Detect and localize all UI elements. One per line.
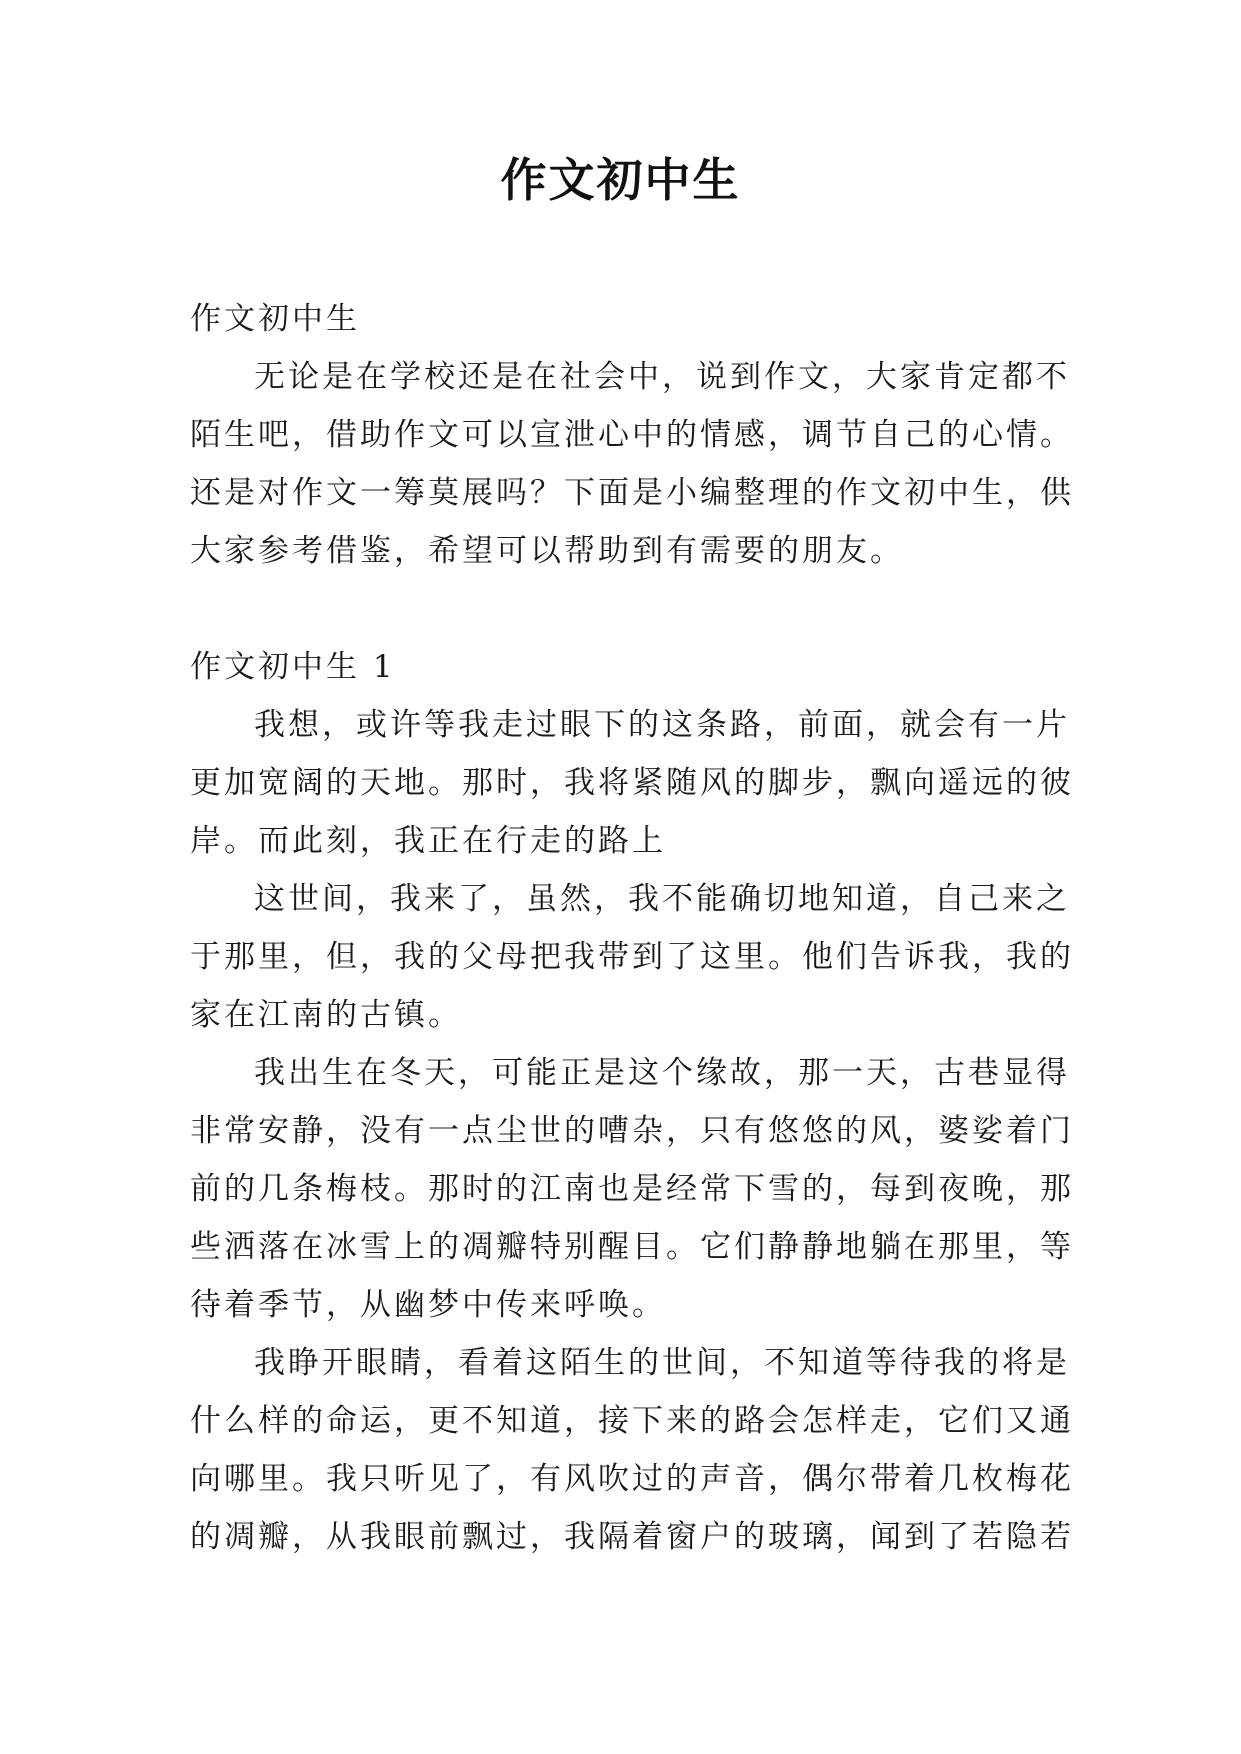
text-line: 陌生吧，借助作文可以宣泄心中的情感，调节自己的心情。: [190, 417, 1074, 453]
paragraph-2: [190, 870, 1074, 1044]
text-line: 什么样的命运，更不知道，接下来的路会怎样走，它们又通: [190, 1403, 1074, 1439]
text-line: 还是对作文一筹莫展吗？下面是小编整理的作文初中生，供: [190, 475, 1074, 511]
text-line: 向哪里。我只听见了，有风吹过的声音，偶尔带着几枚梅花: [190, 1461, 1074, 1497]
paragraph-1: [190, 696, 1074, 870]
text-line: 的凋瓣，从我眼前飘过，我隔着窗户的玻璃，闻到了若隐若: [190, 1519, 1074, 1555]
text-line: 岸。而此刻，我正在行走的路上: [190, 823, 666, 859]
text-line: 些洒落在冰雪上的凋瓣特别醒目。它们静静地躺在那里，等: [190, 1229, 1074, 1265]
text-line: 这世间，我来了，虽然，我不能确切地知道，自己来之: [254, 881, 1070, 917]
document-body: [190, 290, 1074, 1566]
section-heading: 作文初中生 1: [190, 649, 396, 685]
text-line: 非常安静，没有一点尘世的嘈杂，只有悠悠的风，婆娑着门: [190, 1113, 1074, 1149]
text-line: 无论是在学校还是在社会中，说到作文，大家肯定都不: [254, 359, 1070, 395]
text-line: 我出生在冬天，可能正是这个缘故，那一天，古巷显得: [254, 1055, 1070, 1091]
page-title: 作文初中生: [500, 153, 741, 207]
paragraph-4: [190, 1334, 1074, 1566]
text-line: 我想，或许等我走过眼下的这条路，前面，就会有一片: [254, 707, 1070, 743]
text-line: 待着季节，从幽梦中传来呼唤。: [190, 1287, 666, 1323]
intro-paragraph: [190, 348, 1074, 580]
text-line: 更加宽阔的天地。那时，我将紧随风的脚步，飘向遥远的彼: [190, 765, 1074, 801]
paragraph-3: [190, 1044, 1074, 1334]
text-line: 前的几条梅枝。那时的江南也是经常下雪的，每到夜晚，那: [190, 1171, 1074, 1207]
text-line: 于那里，但，我的父母把我带到了这里。他们告诉我，我的: [190, 939, 1074, 975]
text-line: 大家参考借鉴，希望可以帮助到有需要的朋友。: [190, 533, 904, 569]
intro-heading: 作文初中生: [190, 301, 360, 337]
text-line: 家在江南的古镇。: [190, 997, 462, 1033]
text-line: 我睁开眼睛，看着这陌生的世间，不知道等待我的将是: [254, 1345, 1070, 1381]
